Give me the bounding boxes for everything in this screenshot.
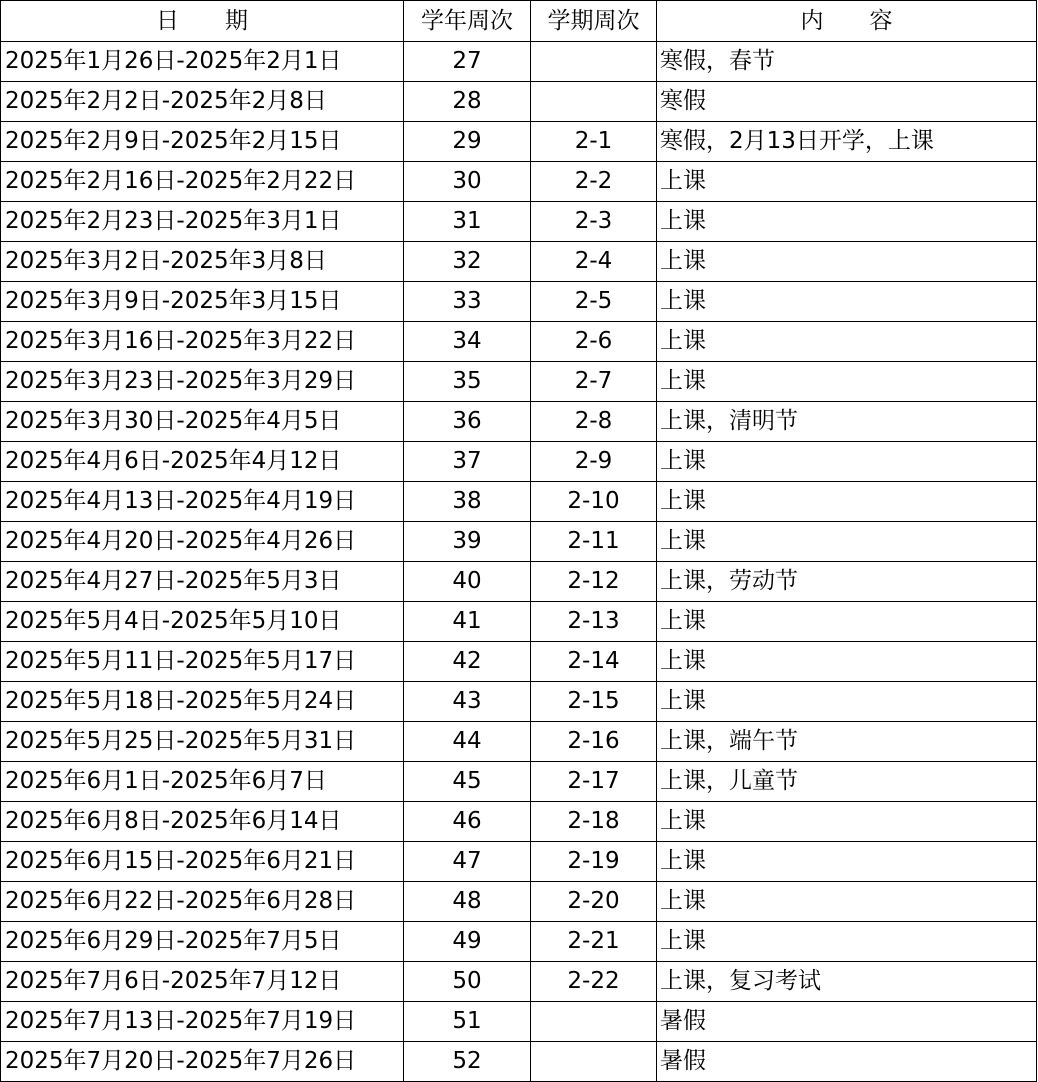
date-cell: 2025年7月13日-2025年7月19日 <box>1 1002 404 1042</box>
date-cell: 2025年7月20日-2025年7月26日 <box>1 1042 404 1082</box>
date-cell: 2025年2月23日-2025年3月1日 <box>1 202 404 242</box>
date-cell: 2025年2月2日-2025年2月8日 <box>1 82 404 122</box>
content-cell: 上课 <box>657 442 1037 482</box>
content-cell: 上课 <box>657 322 1037 362</box>
date-cell: 2025年4月6日-2025年4月12日 <box>1 442 404 482</box>
date-cell: 2025年1月26日-2025年2月1日 <box>1 42 404 82</box>
term-week-cell: 2-4 <box>531 242 657 282</box>
column-header-term-week: 学期周次 <box>531 1 657 42</box>
date-cell: 2025年6月8日-2025年6月14日 <box>1 802 404 842</box>
table-row <box>1 362 1037 402</box>
year-week-cell: 28 <box>404 82 531 122</box>
content-cell: 寒假，春节 <box>657 42 1037 82</box>
date-cell: 2025年3月23日-2025年3月29日 <box>1 362 404 402</box>
table-row <box>1 42 1037 82</box>
content-cell: 上课，清明节 <box>657 402 1037 442</box>
date-cell: 2025年4月13日-2025年4月19日 <box>1 482 404 522</box>
term-week-cell: 2-16 <box>531 722 657 762</box>
term-week-cell: 2-12 <box>531 562 657 602</box>
term-week-cell: 2-22 <box>531 962 657 1002</box>
date-cell: 2025年7月6日-2025年7月12日 <box>1 962 404 1002</box>
date-cell: 2025年6月1日-2025年6月7日 <box>1 762 404 802</box>
table-row <box>1 82 1037 122</box>
content-cell: 上课，端午节 <box>657 722 1037 762</box>
term-week-cell: 2-1 <box>531 122 657 162</box>
term-week-cell: 2-6 <box>531 322 657 362</box>
date-cell: 2025年5月11日-2025年5月17日 <box>1 642 404 682</box>
term-week-cell: 2-14 <box>531 642 657 682</box>
table-row <box>1 722 1037 762</box>
year-week-cell: 38 <box>404 482 531 522</box>
term-week-cell: 2-11 <box>531 522 657 562</box>
table-row <box>1 162 1037 202</box>
date-cell: 2025年3月16日-2025年3月22日 <box>1 322 404 362</box>
table-row <box>1 922 1037 962</box>
year-week-cell: 29 <box>404 122 531 162</box>
content-cell: 上课 <box>657 602 1037 642</box>
term-week-cell: 2-8 <box>531 402 657 442</box>
table-row <box>1 522 1037 562</box>
year-week-cell: 43 <box>404 682 531 722</box>
content-cell: 上课 <box>657 642 1037 682</box>
date-cell: 2025年5月18日-2025年5月24日 <box>1 682 404 722</box>
table-row <box>1 842 1037 882</box>
table-row <box>1 122 1037 162</box>
date-cell: 2025年6月22日-2025年6月28日 <box>1 882 404 922</box>
content-cell: 寒假 <box>657 82 1037 122</box>
year-week-cell: 49 <box>404 922 531 962</box>
content-cell: 上课 <box>657 202 1037 242</box>
table-row <box>1 562 1037 602</box>
table-row <box>1 282 1037 322</box>
year-week-cell: 34 <box>404 322 531 362</box>
content-cell: 上课，复习考试 <box>657 962 1037 1002</box>
term-week-cell <box>531 1042 657 1082</box>
date-cell: 2025年5月25日-2025年5月31日 <box>1 722 404 762</box>
content-cell: 寒假，2月13日开学，上课 <box>657 122 1037 162</box>
year-week-cell: 35 <box>404 362 531 402</box>
content-cell: 上课 <box>657 482 1037 522</box>
term-week-cell: 2-20 <box>531 882 657 922</box>
table-row <box>1 442 1037 482</box>
content-cell: 上课 <box>657 922 1037 962</box>
year-week-cell: 27 <box>404 42 531 82</box>
year-week-cell: 47 <box>404 842 531 882</box>
date-cell: 2025年2月16日-2025年2月22日 <box>1 162 404 202</box>
content-cell: 暑假 <box>657 1002 1037 1042</box>
table-row <box>1 762 1037 802</box>
table-body <box>1 42 1037 1082</box>
term-week-cell: 2-5 <box>531 282 657 322</box>
term-week-cell: 2-13 <box>531 602 657 642</box>
table-row <box>1 602 1037 642</box>
term-week-cell: 2-10 <box>531 482 657 522</box>
table-row <box>1 242 1037 282</box>
table-row <box>1 322 1037 362</box>
term-week-cell <box>531 42 657 82</box>
table-row <box>1 1002 1037 1042</box>
table-row <box>1 802 1037 842</box>
term-week-cell: 2-3 <box>531 202 657 242</box>
date-cell: 2025年6月15日-2025年6月21日 <box>1 842 404 882</box>
term-week-cell <box>531 82 657 122</box>
year-week-cell: 48 <box>404 882 531 922</box>
table-row <box>1 402 1037 442</box>
content-cell: 上课 <box>657 242 1037 282</box>
date-cell: 2025年5月4日-2025年5月10日 <box>1 602 404 642</box>
content-cell: 上课 <box>657 882 1037 922</box>
year-week-cell: 33 <box>404 282 531 322</box>
content-cell: 上课，儿童节 <box>657 762 1037 802</box>
year-week-cell: 42 <box>404 642 531 682</box>
year-week-cell: 32 <box>404 242 531 282</box>
term-week-cell: 2-15 <box>531 682 657 722</box>
content-cell: 上课 <box>657 802 1037 842</box>
term-week-cell: 2-17 <box>531 762 657 802</box>
table-row <box>1 882 1037 922</box>
term-week-cell <box>531 1002 657 1042</box>
column-header-content: 内 容 <box>657 1 1037 42</box>
year-week-cell: 44 <box>404 722 531 762</box>
term-week-cell: 2-18 <box>531 802 657 842</box>
term-week-cell: 2-19 <box>531 842 657 882</box>
year-week-cell: 52 <box>404 1042 531 1082</box>
table-row <box>1 202 1037 242</box>
table-row <box>1 482 1037 522</box>
year-week-cell: 41 <box>404 602 531 642</box>
date-cell: 2025年3月2日-2025年3月8日 <box>1 242 404 282</box>
year-week-cell: 46 <box>404 802 531 842</box>
date-cell: 2025年6月29日-2025年7月5日 <box>1 922 404 962</box>
date-cell: 2025年3月9日-2025年3月15日 <box>1 282 404 322</box>
date-cell: 2025年4月20日-2025年4月26日 <box>1 522 404 562</box>
content-cell: 上课 <box>657 162 1037 202</box>
header-row <box>1 1 1037 42</box>
year-week-cell: 36 <box>404 402 531 442</box>
column-header-year-week: 学年周次 <box>404 1 531 42</box>
year-week-cell: 37 <box>404 442 531 482</box>
term-week-cell: 2-7 <box>531 362 657 402</box>
content-cell: 上课 <box>657 682 1037 722</box>
year-week-cell: 30 <box>404 162 531 202</box>
content-cell: 上课 <box>657 282 1037 322</box>
term-week-cell: 2-21 <box>531 922 657 962</box>
content-cell: 上课 <box>657 522 1037 562</box>
content-cell: 暑假 <box>657 1042 1037 1082</box>
term-week-cell: 2-2 <box>531 162 657 202</box>
table-row <box>1 962 1037 1002</box>
table-row <box>1 1042 1037 1082</box>
table-row <box>1 642 1037 682</box>
term-week-cell: 2-9 <box>531 442 657 482</box>
year-week-cell: 40 <box>404 562 531 602</box>
year-week-cell: 50 <box>404 962 531 1002</box>
table-row <box>1 682 1037 722</box>
column-header-date: 日 期 <box>1 1 404 42</box>
content-cell: 上课 <box>657 362 1037 402</box>
date-cell: 2025年4月27日-2025年5月3日 <box>1 562 404 602</box>
year-week-cell: 39 <box>404 522 531 562</box>
date-cell: 2025年2月9日-2025年2月15日 <box>1 122 404 162</box>
year-week-cell: 51 <box>404 1002 531 1042</box>
year-week-cell: 31 <box>404 202 531 242</box>
date-cell: 2025年3月30日-2025年4月5日 <box>1 402 404 442</box>
content-cell: 上课 <box>657 842 1037 882</box>
year-week-cell: 45 <box>404 762 531 802</box>
table-header <box>1 1 1037 42</box>
content-cell: 上课，劳动节 <box>657 562 1037 602</box>
